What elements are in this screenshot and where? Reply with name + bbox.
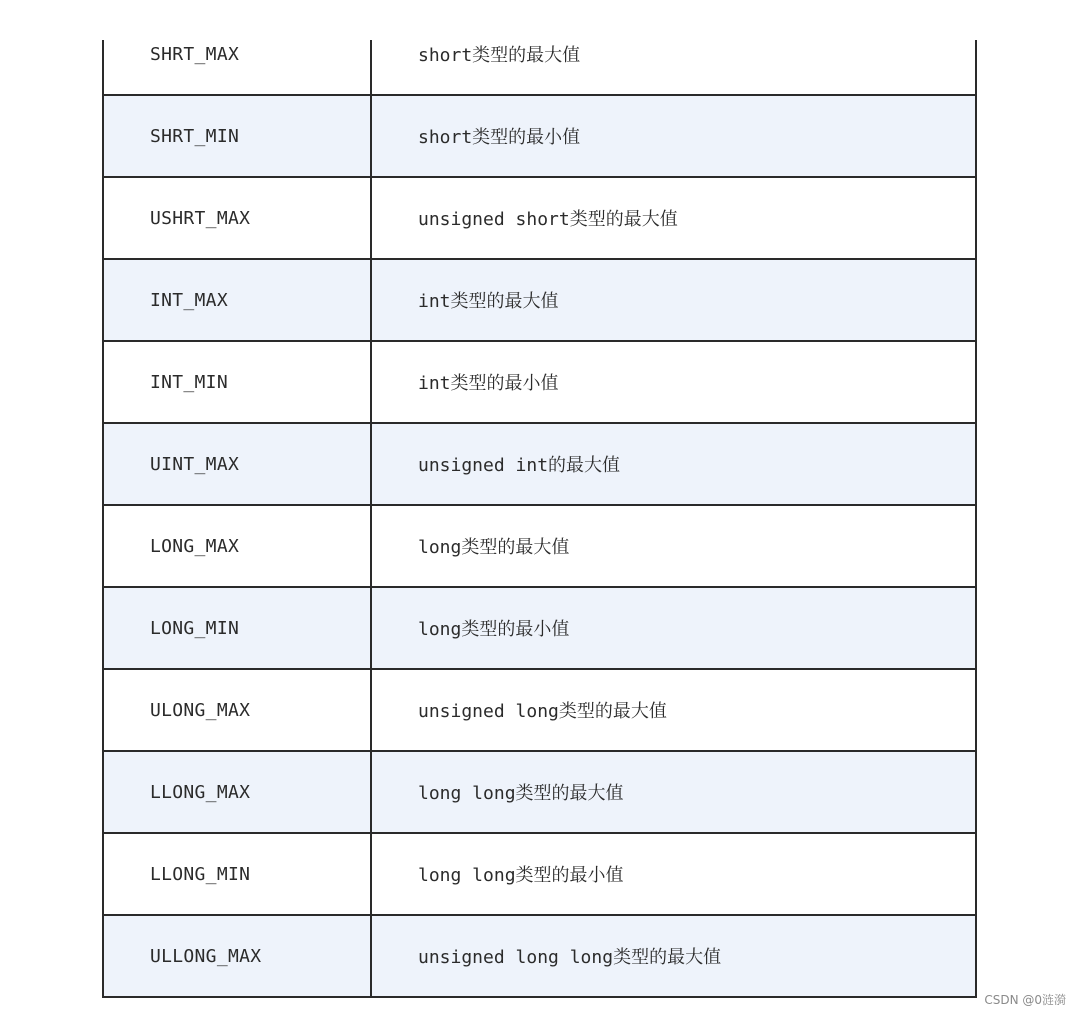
table-row	[104, 916, 975, 996]
table-row	[104, 178, 975, 260]
macro-name-cell: LLONG_MAX	[150, 781, 251, 803]
table-row	[104, 96, 975, 178]
description-cell: short类型的最大值	[418, 45, 581, 66]
macro-name-cell: LLONG_MIN	[150, 863, 251, 885]
description-cell: long类型的最小值	[418, 619, 570, 640]
macro-name-cell: ULLONG_MAX	[150, 945, 262, 967]
watermark: CSDN @0涟漪	[984, 993, 1066, 1007]
table-row	[104, 424, 975, 506]
table-row	[104, 670, 975, 752]
table-row	[104, 260, 975, 342]
table-row	[104, 834, 975, 916]
limits-table	[102, 40, 977, 998]
macro-name-cell: UINT_MAX	[150, 453, 240, 475]
description-cell: long类型的最大值	[418, 537, 570, 558]
table-row	[104, 506, 975, 588]
table-row	[104, 342, 975, 424]
description-cell: unsigned long long类型的最大值	[418, 947, 722, 968]
macro-name-cell: LONG_MAX	[150, 535, 240, 557]
table-row	[104, 588, 975, 670]
description-cell: long long类型的最大值	[418, 783, 624, 804]
macro-name-cell: SHRT_MIN	[150, 125, 240, 147]
macro-name-cell: INT_MAX	[150, 289, 228, 311]
table-row	[104, 14, 975, 96]
description-cell: unsigned short类型的最大值	[418, 209, 678, 230]
table-row	[104, 752, 975, 834]
macro-name-cell: ULONG_MAX	[150, 699, 251, 721]
macro-name-cell: INT_MIN	[150, 371, 228, 393]
description-cell: short类型的最小值	[418, 127, 581, 148]
macro-name-cell: LONG_MIN	[150, 617, 240, 639]
description-cell: long long类型的最小值	[418, 865, 624, 886]
description-cell: unsigned int的最大值	[418, 455, 621, 476]
description-cell: int类型的最小值	[418, 373, 559, 394]
macro-name-cell: SHRT_MAX	[150, 43, 240, 65]
description-cell: int类型的最大值	[418, 291, 559, 312]
description-cell: unsigned long类型的最大值	[418, 701, 667, 722]
macro-name-cell: USHRT_MAX	[150, 207, 251, 229]
